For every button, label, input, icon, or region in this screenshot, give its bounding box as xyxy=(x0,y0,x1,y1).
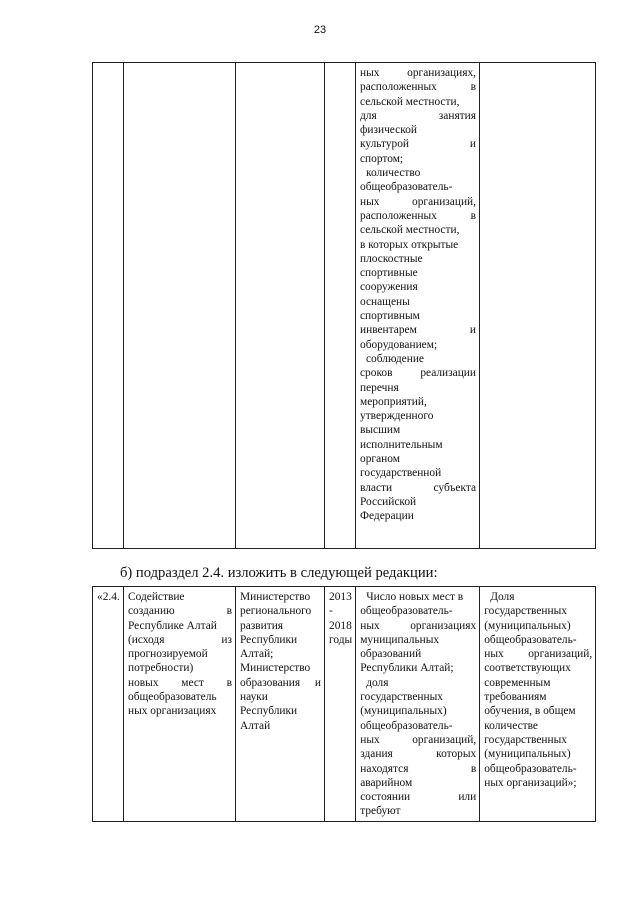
text-word: в xyxy=(470,209,476,222)
text-line xyxy=(360,323,476,337)
text-line: количестве xyxy=(484,719,538,732)
text-line: прогнозируемой xyxy=(128,648,208,661)
text-word: расположенных xyxy=(360,209,437,222)
text-line xyxy=(360,109,476,123)
text-word: реализации xyxy=(420,367,476,380)
text-line: регионального xyxy=(240,605,312,618)
text-word: занятия xyxy=(438,109,476,122)
text-line xyxy=(360,790,476,804)
text-line: аварийном xyxy=(360,776,413,789)
text-word: сроков xyxy=(360,367,393,380)
text-line xyxy=(360,66,476,80)
text-line xyxy=(360,733,476,747)
text-word: расположенных xyxy=(360,81,437,94)
text-line: сельской местности, xyxy=(360,95,460,108)
indicators-text xyxy=(360,66,476,524)
cell-indicators xyxy=(356,587,480,822)
text-word: или xyxy=(458,791,477,804)
text-word: ных xyxy=(360,67,380,79)
text-word: организаций, xyxy=(412,733,477,746)
text-line xyxy=(360,195,476,209)
cell-executor xyxy=(236,587,325,822)
text-line: требуют xyxy=(360,805,401,818)
text-line: Республики xyxy=(240,705,298,718)
text-line xyxy=(360,209,476,223)
text-word: для xyxy=(360,109,377,122)
text-line xyxy=(484,647,592,661)
text-line: государственных xyxy=(484,733,567,746)
text-word: находятся xyxy=(360,762,409,775)
text-word: в xyxy=(470,762,477,775)
text-line: науки xyxy=(240,691,268,704)
text-line: развития xyxy=(240,619,284,632)
text-line: обучения, в общем xyxy=(484,705,576,718)
text-word: здания xyxy=(360,748,393,761)
text-line: в которых открытые xyxy=(360,238,459,251)
text-line: утвержденного xyxy=(360,410,434,423)
text-line: годы xyxy=(329,633,353,646)
page-number: 23 xyxy=(313,24,327,36)
text-line: ных организаций»; xyxy=(484,776,577,789)
text-line: спортом; xyxy=(360,152,404,165)
text-line: Содействие xyxy=(128,591,185,603)
text-line: (муниципальных) xyxy=(484,619,571,632)
text-line: общеобразователь- xyxy=(484,633,577,646)
cell-result xyxy=(480,63,596,549)
cell-period xyxy=(325,63,356,549)
text-line: государственной xyxy=(360,467,442,480)
text-word: в xyxy=(470,81,476,94)
text-line: 2013 xyxy=(329,591,352,603)
text-line: общеобразователь- xyxy=(484,762,577,775)
cell-measure-name xyxy=(124,587,236,822)
cell-result xyxy=(480,587,596,822)
text-line: муниципальных xyxy=(360,633,440,646)
subsection-caption: б) подраздел 2.4. изложить в следующей редакции: xyxy=(120,565,438,581)
text-word: в xyxy=(226,676,232,689)
text-line: потребности) xyxy=(128,662,194,675)
measure-name-text xyxy=(128,590,232,719)
text-word: мест xyxy=(181,676,204,689)
cell-executor xyxy=(236,63,325,549)
text-line: 2018 xyxy=(329,619,352,632)
text-word: организаций, xyxy=(412,195,476,208)
text-word: культурой xyxy=(360,138,410,151)
text-line: Федерации xyxy=(360,510,414,523)
text-word: ных xyxy=(360,195,380,208)
text-line: органом xyxy=(360,453,400,466)
text-word: (исходя xyxy=(128,633,165,646)
text-word: новых xyxy=(128,676,159,689)
text-line: требованиям xyxy=(484,691,547,704)
text-line xyxy=(360,366,476,380)
table-subsection-2-4 xyxy=(92,586,596,822)
text-line: ных организациях xyxy=(128,705,217,718)
text-line: Министерство xyxy=(240,591,311,603)
text-line: общеобразователь xyxy=(128,691,217,704)
cell-indicators xyxy=(356,63,480,549)
text-line: перечня xyxy=(360,381,399,394)
text-line: спортивные xyxy=(360,267,418,280)
text-line: физической xyxy=(360,124,417,137)
text-line: Алтай; xyxy=(240,648,274,661)
text-line: Число новых мест в xyxy=(366,591,464,603)
text-line: общеобразователь- xyxy=(360,181,453,194)
text-line: исполнительным xyxy=(360,438,443,451)
text-word: из xyxy=(221,633,232,646)
text-word: ных xyxy=(360,733,380,746)
text-word: которых xyxy=(436,748,477,761)
text-line: общеобразователь- xyxy=(360,719,453,732)
text-word: власти xyxy=(360,481,393,494)
text-line: соблюдение xyxy=(366,352,424,365)
text-line xyxy=(360,747,476,761)
text-word: инвентарем xyxy=(360,324,417,337)
text-line xyxy=(128,604,232,618)
text-line: государственных xyxy=(484,605,567,618)
text-word: организациях xyxy=(410,619,477,632)
cell-number xyxy=(93,63,124,549)
text-line xyxy=(240,676,321,690)
text-line: Доля xyxy=(490,591,515,603)
text-word: созданию xyxy=(128,605,175,618)
cell-name xyxy=(124,63,236,549)
text-line: количество xyxy=(366,167,421,180)
text-word: организаций, xyxy=(528,648,593,661)
text-line xyxy=(360,137,476,151)
text-line: спортивным xyxy=(360,310,420,323)
text-line: Республике Алтай xyxy=(128,619,217,632)
text-word: организациях, xyxy=(407,67,476,79)
indicators-text xyxy=(360,590,476,819)
text-line: Министерство xyxy=(240,662,311,675)
text-line: Алтай xyxy=(240,719,271,732)
cell-period xyxy=(325,587,356,822)
text-word: ных xyxy=(360,619,380,632)
text-line: сооружения xyxy=(360,281,418,294)
text-line xyxy=(360,481,476,495)
text-line: (муниципальных) xyxy=(360,705,447,718)
text-line: соответствующих xyxy=(484,662,571,675)
text-word: субъекта xyxy=(433,481,476,494)
cell-row-number: «2.4. xyxy=(93,587,124,822)
text-line xyxy=(360,80,476,94)
text-word: и xyxy=(469,324,476,337)
text-line: современным xyxy=(484,676,551,689)
text-line: плоскостные xyxy=(360,252,423,265)
text-line: образований xyxy=(360,648,422,661)
text-word: и xyxy=(314,676,321,689)
text-line: Республики Алтай; xyxy=(360,662,454,675)
text-line: - xyxy=(329,605,333,618)
text-line: общеобразователь- xyxy=(360,605,453,618)
result-text xyxy=(484,590,592,790)
text-line: оснащены xyxy=(360,295,410,308)
text-line: доля xyxy=(366,676,389,689)
table-continuation xyxy=(92,62,596,549)
text-line xyxy=(128,633,232,647)
executor-text xyxy=(240,590,321,733)
text-word: состоянии xyxy=(360,791,411,804)
text-line: государственных xyxy=(360,691,443,704)
text-word: ных xyxy=(484,648,504,661)
text-line: мероприятий, xyxy=(360,395,427,408)
text-line xyxy=(128,676,232,690)
text-line: оборудованием; xyxy=(360,338,438,351)
text-line: Российской xyxy=(360,495,417,508)
text-word: и xyxy=(469,138,476,151)
text-line: (муниципальных) xyxy=(484,748,571,761)
text-line: сельской местности, xyxy=(360,224,460,237)
text-line xyxy=(360,762,476,776)
text-line xyxy=(360,619,476,633)
text-line: высшим xyxy=(360,424,401,437)
text-word: в xyxy=(226,605,232,618)
text-line: Республики xyxy=(240,633,298,646)
text-word: образования xyxy=(240,676,301,689)
period-text xyxy=(329,590,352,647)
